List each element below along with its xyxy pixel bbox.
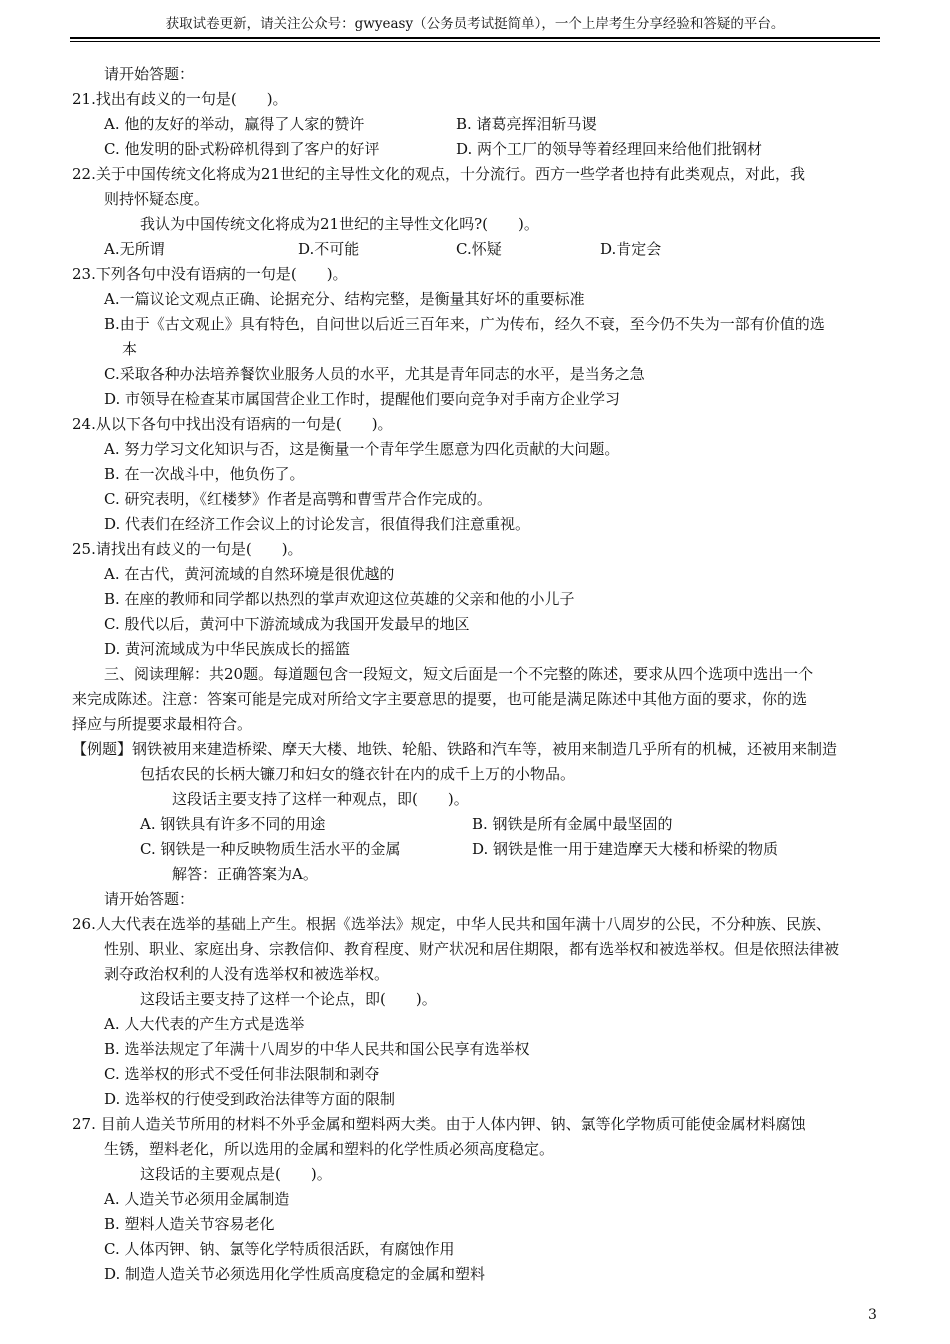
option-c: C.采取各种办法培养餐饮业服务人员的水平，尤其是青年同志的水平，是当务之急 — [104, 365, 645, 383]
question-26: 26.人大代表在选举的基础上产生。根据《选举法》规定，中华人民共和国年满十八周岁的公民，不分种族、民族、 — [72, 915, 831, 933]
example-stem: 这段话主要支持了这样一种观点，即( )。 — [172, 790, 469, 808]
section-prompt: 请开始答题： — [104, 65, 195, 83]
option-a: A. 钢铁具有许多不同的用途 — [140, 815, 326, 833]
page-header: 获取试卷更新，请关注公众号：gwyeasy（公务员考试挺简单），一个上岸考生分享经验和答疑的平台。 — [165, 16, 785, 32]
option-c: C. 研究表明，《红楼梦》作者是高鹗和曹雪芹合作完成的。 — [104, 490, 492, 508]
example-question: 【例题】钢铁被用来建造桥梁、摩天大楼、地铁、轮船、铁路和汽车等，被用来制造几乎所有的机械，还被用来制造 — [72, 740, 838, 758]
option-c: C.怀疑 — [456, 240, 502, 258]
option-b: D.不可能 — [298, 240, 360, 258]
question-27: 27. 目前人造关节所用的材料不外乎金属和塑料两大类。由于人体内钾、钠、氯等化学物质可能使金属材料腐蚀 — [72, 1115, 806, 1133]
option-c: C. 他发明的卧式粉碎机得到了客户的好评 — [104, 140, 380, 158]
option-a: A.无所谓 — [104, 240, 165, 258]
option-b: B. 钢铁是所有金属中最坚固的 — [472, 815, 673, 833]
option-a: A.一篇议论文观点正确、论据充分、结构完整，是衡量其好坏的重要标准 — [104, 290, 585, 308]
question-text: 剥夺政治权利的人没有选举权和被选举权。 — [104, 965, 390, 983]
option-c: C. 殷代以后，黄河中下游流域成为我国开发最早的地区 — [104, 615, 470, 633]
option-d: D. 市领导在检查某市属国营企业工作时，提醒他们要向竞争对手南方企业学习 — [104, 390, 621, 408]
header-rule-thin — [70, 41, 880, 42]
question-text: 则持怀疑态度。 — [104, 190, 210, 208]
option-b: B.由于《古文观止》具有特色，自问世以后近三百年来，广为传布，经久不衰，至今仍不失为一部有价值的选 — [104, 315, 825, 333]
section-instructions: 来完成陈述。注意：答案可能是完成对所给文字主要意思的提要，也可能是满足陈述中其他方面的要求，你的选 — [72, 690, 808, 708]
option-a: A. 人大代表的产生方式是选举 — [104, 1015, 305, 1033]
option-d: D. 钢铁是惟一用于建造摩天大楼和桥梁的物质 — [472, 840, 779, 858]
page-number: 3 — [868, 1307, 877, 1323]
option-b-continued: 本 — [122, 340, 138, 358]
question-23: 23.下列各句中没有语病的一句是( )。 — [72, 265, 348, 283]
question-text: 生锈，塑料老化，所以选用的金属和塑料的化学性质必须高度稳定。 — [104, 1140, 555, 1158]
option-b: B. 诸葛亮挥泪斩马谡 — [456, 115, 597, 133]
option-a: A. 努力学习文化知识与否，这是衡量一个青年学生愿意为四化贡献的大问题。 — [104, 440, 620, 458]
option-a: A. 在古代，黄河流域的自然环境是很优越的 — [104, 565, 395, 583]
question-text: 性别、职业、家庭出身、宗教信仰、教育程度、财产状况和居住期限，都有选举权和被选举权。但是依照法律被 — [104, 940, 840, 958]
option-d: D.肯定会 — [600, 240, 662, 258]
example-question-continued: 包括农民的长柄大镰刀和妇女的缝衣针在内的成千上万的小物品。 — [140, 765, 576, 783]
option-a: A. 人造关节必须用金属制造 — [104, 1190, 290, 1208]
section-prompt: 请开始答题： — [104, 890, 195, 908]
option-d: D. 选举权的行使受到政治法律等方面的限制 — [104, 1090, 396, 1108]
question-stem: 这段话的主要观点是( )。 — [140, 1165, 332, 1183]
option-c: C. 人体丙钾、钠、氯等化学特质很活跃，有腐蚀作用 — [104, 1240, 455, 1258]
section-heading: 三、阅读理解：共20题。每道题包含一段短文，短文后面是一个不完整的陈述，要求从四个选项中选出一个 — [104, 665, 814, 683]
question-stem: 我认为中国传统文化将成为21世纪的主导性文化吗?( )。 — [140, 215, 539, 233]
question-21: 21.找出有歧义的一句是( )。 — [72, 90, 288, 108]
question-22: 22.关于中国传统文化将成为21世纪的主导性文化的观点，十分流行。西方一些学者也持有此类观点，对此，我 — [72, 165, 805, 183]
question-stem: 这段话主要支持了这样一个论点，即( )。 — [140, 990, 437, 1008]
option-b: B. 塑料人造关节容易老化 — [104, 1215, 275, 1233]
option-d: D. 黄河流域成为中华民族成长的摇篮 — [104, 640, 351, 658]
option-a: A. 他的友好的举动，赢得了人家的赞许 — [104, 115, 365, 133]
option-b: B. 选举法规定了年满十八周岁的中华人民共和国公民享有选举权 — [104, 1040, 530, 1058]
question-24: 24.从以下各句中找出没有语病的一句是( )。 — [72, 415, 393, 433]
option-c: C. 选举权的形式不受任何非法限制和剥夺 — [104, 1065, 380, 1083]
question-25: 25.请找出有歧义的一句是( )。 — [72, 540, 303, 558]
header-rule — [70, 37, 880, 39]
option-d: D. 两个工厂的领导等着经理回来给他们批钢材 — [456, 140, 763, 158]
option-b: B. 在一次战斗中，他负伤了。 — [104, 465, 305, 483]
option-b: B. 在座的教师和同学都以热烈的掌声欢迎这位英雄的父亲和他的小儿子 — [104, 590, 575, 608]
option-c: C. 钢铁是一种反映物质生活水平的金属 — [140, 840, 401, 858]
option-d: D. 代表们在经济工作会议上的讨论发言，很值得我们注意重视。 — [104, 515, 531, 533]
option-d: D. 制造人造关节必须选用化学性质高度稳定的金属和塑料 — [104, 1265, 486, 1283]
example-answer: 解答：正确答案为A。 — [172, 865, 318, 883]
section-instructions: 择应与所提要求最相符合。 — [72, 715, 253, 733]
